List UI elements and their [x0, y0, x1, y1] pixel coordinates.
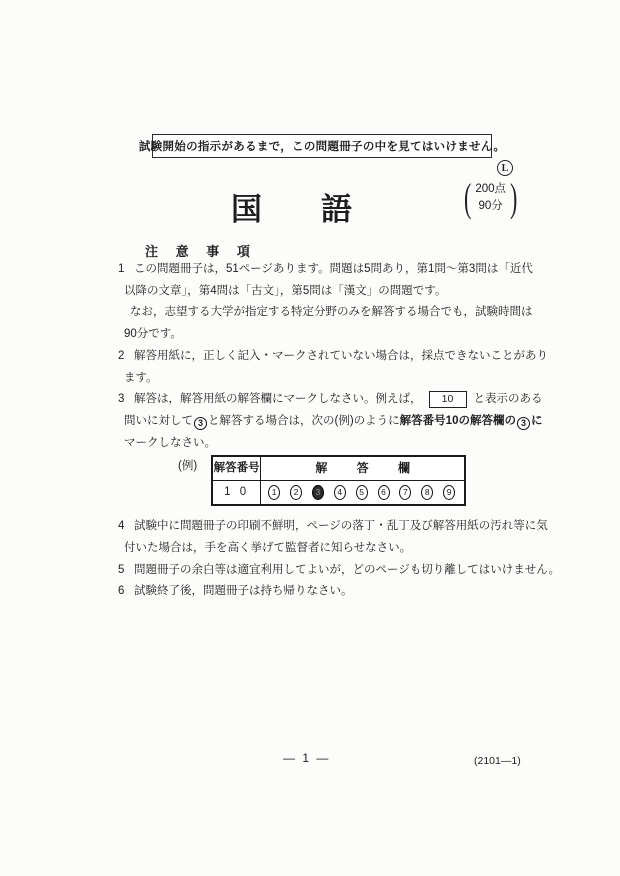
edition-letter: L	[501, 162, 509, 174]
item-line: この問題冊子は，51ページあります。問題は5問あり，第1問〜第3問は「近代	[134, 263, 533, 275]
answer-bubble: 2	[290, 485, 302, 500]
answer-bubble: 3	[312, 485, 324, 500]
answer-bubbles-cell	[261, 481, 466, 506]
answer-bubble: 5	[356, 485, 368, 500]
item-line: 付いた場合は，手を高く挙げて監督者に知らせなさい。	[124, 542, 412, 555]
title-char-1: 国	[231, 192, 262, 227]
bubble-strip	[261, 485, 464, 500]
example-answer-table	[211, 455, 466, 506]
score-time-stack	[474, 181, 507, 215]
answer-bubble: 7	[399, 485, 411, 500]
time-value: 90分	[478, 200, 503, 212]
notice-item-2	[118, 346, 550, 389]
score-value: 200点	[475, 183, 507, 195]
answer-bubble: 6	[378, 485, 390, 500]
item-number: 5	[118, 563, 125, 576]
edition-circle-mark	[497, 160, 513, 176]
item-line	[118, 411, 550, 433]
answer-bubble: 4	[334, 485, 346, 500]
example-block	[178, 455, 550, 507]
item-number: 2	[118, 349, 125, 362]
paren-open: (	[463, 175, 472, 220]
booklet-code: (2101—1)	[474, 755, 521, 767]
table-data-row	[212, 481, 465, 506]
answer-bubble: 1	[268, 485, 280, 500]
item-line: 試験中に問題冊子の印刷不鮮明，ページの落丁・乱丁及び解答用紙の汚れ等に気	[134, 520, 548, 533]
circled-digit-3: 3	[517, 417, 530, 430]
item-line: 以降の文章」，第4問は「古文」，第5問は「漢文」の問題です。	[124, 284, 447, 297]
page-title	[231, 184, 352, 229]
item-line: ます。	[124, 371, 158, 384]
item-text-bold: 解答番号10の解答欄の	[399, 414, 516, 427]
notice-item-6	[118, 581, 550, 603]
item-line: 解答用紙に，正しく記入・マークされていない場合は，採点できないことがあり	[134, 349, 548, 362]
item-text: と表示のある	[473, 393, 543, 406]
paren-close: )	[510, 175, 518, 220]
item-text: と解答する場合は，次の(例)のように	[208, 414, 400, 427]
page-number: — 1 —	[283, 751, 331, 765]
answer-bubble: 8	[421, 485, 433, 500]
item-text: 解答は，解答用紙の解答欄にマークしなさい。例えば，	[134, 393, 422, 406]
notice-item-4	[118, 516, 550, 559]
answer-bubble: 9	[443, 485, 455, 500]
table-header-row	[212, 456, 465, 481]
notice-item-5	[118, 560, 560, 582]
title-char-2: 語	[321, 192, 352, 227]
item-line: 試験終了後，問題冊子は持ち帰りなさい。	[134, 585, 353, 598]
example-label: (例)	[178, 460, 198, 473]
item-number: 1	[118, 263, 125, 275]
notice-heading: 注 意 事 項	[145, 244, 257, 259]
notice-item-1	[118, 259, 550, 346]
score-time-note	[461, 175, 520, 220]
warning-text: 試験開始の指示があるまで，この問題冊子の中を見てはいけません。	[138, 141, 506, 153]
item-line: 問題冊子の余白等は適宜利用してよいが，どのページも切り離してはいけません。	[134, 563, 560, 576]
item-text-bold: に	[530, 414, 543, 427]
answer-number-box: 10	[429, 391, 467, 408]
notice-item-3	[118, 389, 550, 454]
notice-list	[118, 259, 560, 603]
no-open-warning-banner	[138, 134, 506, 158]
item-number: 6	[118, 585, 125, 598]
circled-digit-3: 3	[194, 417, 207, 430]
header-answer-field: 解 答 欄	[261, 456, 466, 481]
item-text: 問いに対して	[124, 414, 193, 427]
item-line	[118, 389, 550, 411]
item-number: 3	[118, 393, 125, 406]
answer-number-cell: 1 0	[212, 481, 261, 506]
item-number: 4	[118, 520, 125, 533]
item-line: マークしなさい。	[124, 436, 216, 449]
header-answer-number: 解答番号	[212, 456, 261, 481]
item-line: 90分です。	[124, 328, 182, 341]
item-line: なお，志望する大学が指定する特定分野のみを解答する場合でも，試験時間は	[130, 306, 533, 319]
